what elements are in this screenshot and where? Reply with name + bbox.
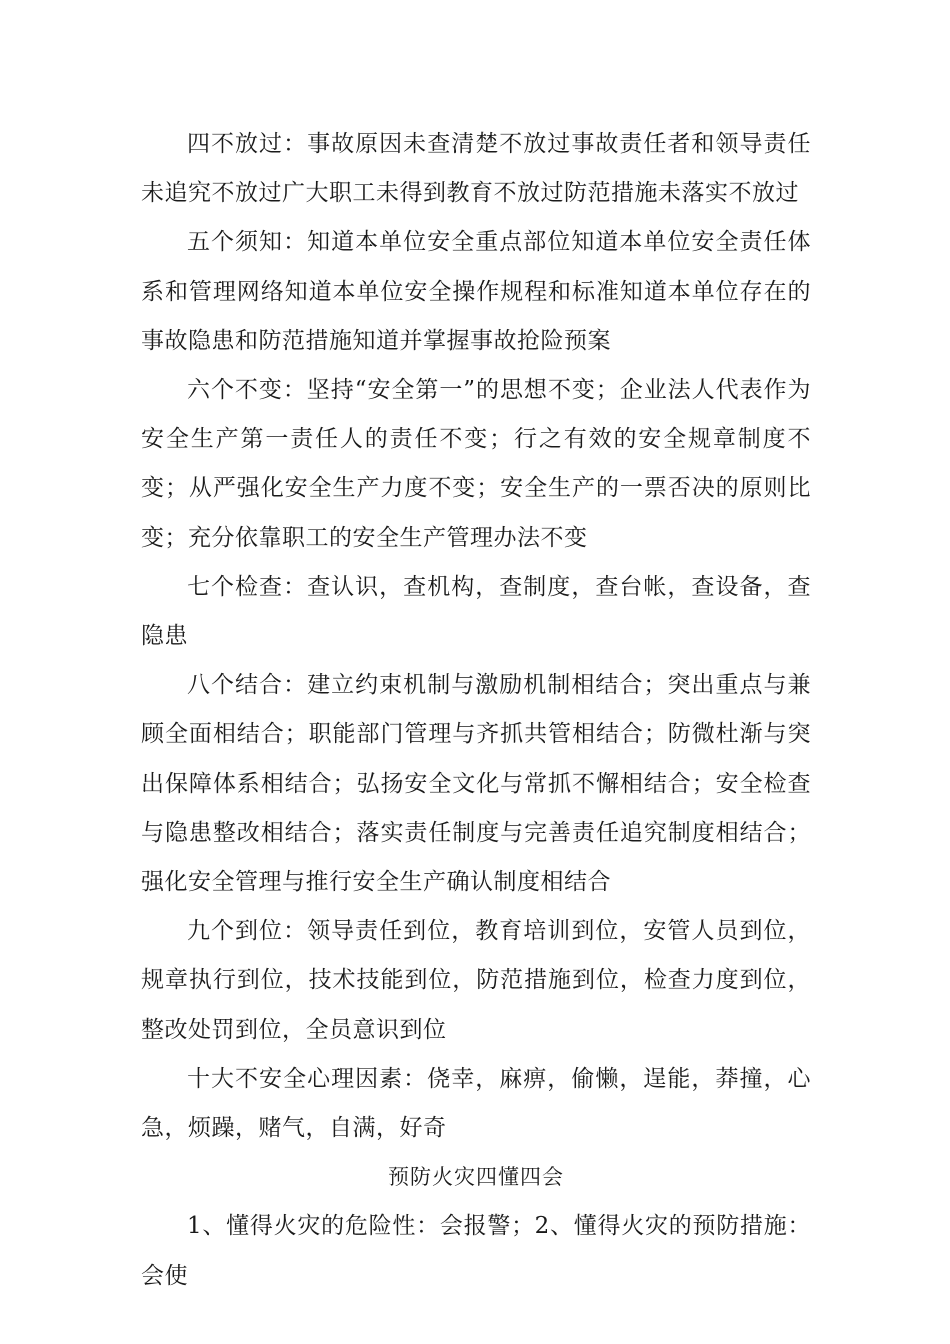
paragraph-four-no-pass: 四不放过：事故原因未查清楚不放过事故责任者和领导责任未追究不放过广大职工未得到教育不放过防范措施未落实不放过 (141, 131, 811, 207)
paragraph-seven-checks: 七个检查：查认识，查机构，查制度，查台帐，查设备，查隐患 (141, 573, 811, 650)
paragraph-ten-unsafe-psychology: 十大不安全心理因素：侥幸，麻痹，偷懒，逞能，莽撞，心急，烦躁，赌气，自满，好奇 (141, 1065, 811, 1142)
paragraph-eight-combinations: 八个结合：建立约束机制与激励机制相结合；突出重点与兼顾全面相结合；职能部门管理与齐抓共管相结合；防微杜渐与突出保障体系相结合；弘扬安全文化与常抓不懈相结合；安全检查与隐患整改相结合；落实责任制度与完善责任追究制度相结合；强化安全管理与推行安全生产确认制度相结合 (141, 672, 811, 896)
paragraph-five-must-know: 五个须知：知道本单位安全重点部位知道本单位安全责任体系和管理网络知道本单位安全操作规程和标准知道本单位存在的事故隐患和防范措施知道并掌握事故抢险预案 (141, 229, 811, 354)
section-heading: 预防火灾四懂四会 (388, 1165, 564, 1190)
paragraph-six-unchanged: 六个不变：坚持“安全第一”的思想不变；企业法人代表作为安全生产第一责任人的责任不变；行之有效的安全规章制度不变；从严强化安全生产力度不变；安全生产的一票否决的原则比变；充分依靠职工的安全生产管理办法不变 (141, 377, 811, 551)
paragraph-fire-prevention: 1、懂得火灾的危险性：会报警；2、懂得火灾的预防措施：会使 (141, 1213, 811, 1289)
document-body (141, 120, 811, 1301)
paragraph-nine-in-place: 九个到位：领导责任到位，教育培训到位，安管人员到位，规章执行到位，技术技能到位，防范措施到位，检查力度到位，整改处罚到位，全员意识到位 (141, 918, 811, 1043)
